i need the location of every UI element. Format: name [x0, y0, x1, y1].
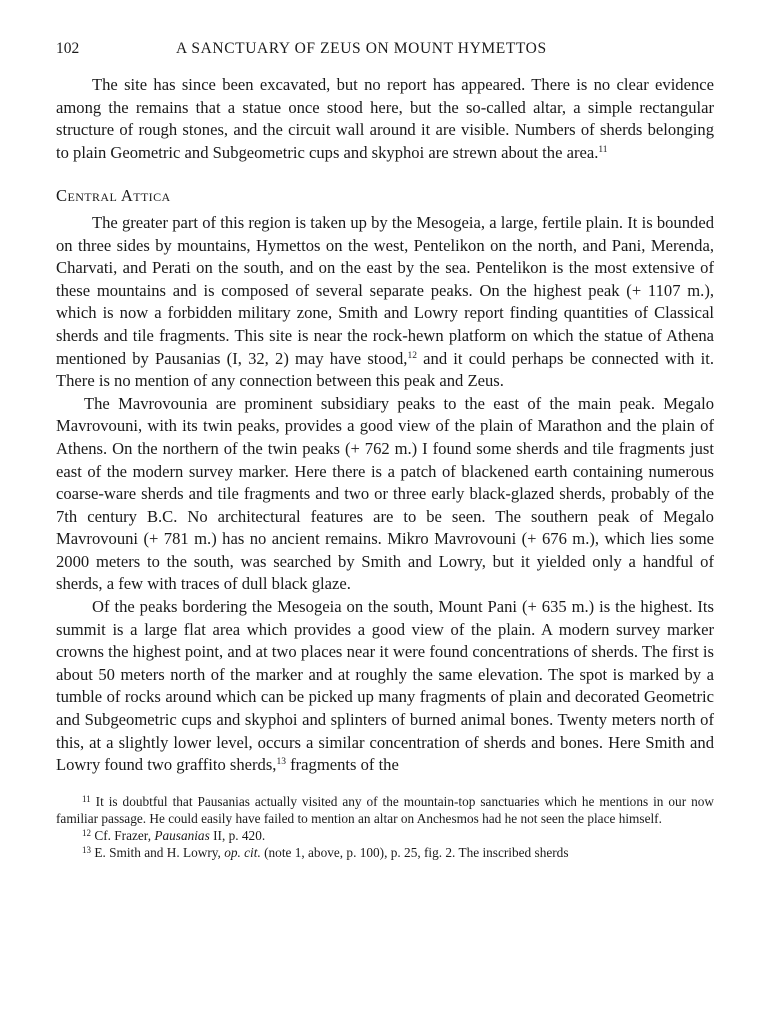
paragraph [56, 74, 714, 164]
paragraph-text: Of the peaks bordering the Mesogeia on the south, Mount Pani (+ 635 m.) is the highest. Its summit is a large flat area which provides a good view of the plain. A modern survey marker crowns the highest point, and at two places near it were found concentrations of sherds. The first is about 50 meters north of the marker and at roughly the same elevation. The spot is marked by a tumble of rocks around which can be picked up many fragments of plain and decorated Geometric and Subgeometric cups and skyphoi and splinters of burned animal bones. Twenty meters north of this, at a slightly lower level, occurs a similar concentration of sherds and bones. Here Smith and Lowry found two graffito sherds, [56, 597, 714, 775]
footnote-mark: 12 [82, 828, 91, 839]
paragraph-text: fragments of the [285, 755, 399, 775]
paragraph-text: No architectural features are to be seen. The southern peak of Megalo Mavrovouni (+ 781 m.) has no ancient remains. Mikro Mavrovouni (+ 676 m.), which lies some 2000 meters to the south, was searched by Smith and Lowry, but it yielded only a handful of sherds, a few with traces of dull black glaze. [56, 506, 714, 594]
footnote-11 [56, 793, 714, 827]
footnote-text: Cf. Frazer, [91, 828, 155, 844]
page [56, 40, 714, 862]
footnote-ref[interactable]: 12 [407, 350, 417, 361]
paragraph-text: and it could perhaps be connected with it. There is no mention of any connection between this peak and Zeus. [56, 348, 714, 391]
footnote-text: II, p. 420. [209, 828, 266, 844]
footnote-mark: 11 [82, 793, 91, 804]
paragraph-text: The Mavrovounia are prominent subsidiary peaks to the east of the main peak. Megalo Mavrovouni, with its twin peaks, provides a good view of the plain of Marathon and the plain of Athens. On the northern of the twin peaks (+ 762 m.) I found some sherds and tile fragments just east of the modern survey marker. Here there is a patch of blackened earth containing numerous coarse-ware sherds and tile fragments and two or three early black-glazed sherds, probably of the 7th century [56, 393, 714, 526]
footnote-ref[interactable]: 11 [598, 144, 608, 155]
body-text [56, 74, 714, 777]
section-heading: Central Attica [56, 186, 171, 206]
footnote-13 [56, 844, 714, 861]
era-abbreviation: B.C. [146, 506, 178, 526]
footnotes [56, 793, 714, 862]
footnote-text: E. Smith and H. Lowry, [91, 845, 225, 861]
paragraph-text: The site has since been excavated, but no report has appeared. There is no clear evidence among the remains that a statue once stood here, but the so-called altar, a simple rectangular structure of rough stones, and the circuit wall around it are visible. Numbers of sherds belonging to plain Geometric and Subgeometric cups and skyphoi are strewn about the area. [56, 75, 714, 162]
paragraph [56, 212, 714, 393]
citation-title: op. cit. [224, 845, 261, 861]
footnote-text: It is doubtful that Pausanias actually visited any of the mountain-top sanctuaries which he mentions in our now familiar passage. He could easily have failed to mention an altar on Anchesmos had he not seen the place himself. [56, 793, 714, 827]
footnote-ref[interactable]: 13 [276, 757, 286, 768]
paragraph [56, 596, 714, 777]
paragraph-text: The greater part of this region is taken up by the Mesogeia, a large, fertile plain. It is bounded on three sides by mountains, Hymettos on the west, Pentelikon on the north, and Pani, Merenda, Charvati, and Perati on the south, and on the east by the sea. Pentelikon is the most extensive of these mountains and is composed of several separate peaks. On the highest peak (+ 1107 m.), which is now a forbidden military zone, Smith and Lowry report finding quantities of Classical sherds and tile fragments. This site is near the rock-hewn platform on which the statue of Athena mentioned by Pausanias (I, 32, 2) may have stood, [56, 212, 714, 368]
citation-title: Pausanias [154, 828, 210, 844]
running-head [56, 40, 714, 60]
page-number: 102 [56, 40, 80, 57]
paragraph [56, 393, 714, 596]
footnote-12 [56, 827, 714, 844]
running-title: A SANCTUARY OF ZEUS ON MOUNT HYMETTOS [176, 40, 547, 57]
footnote-mark: 13 [82, 845, 91, 856]
footnote-text: (note 1, above, p. 100), p. 25, fig. 2. The inscribed sherds [260, 845, 569, 861]
